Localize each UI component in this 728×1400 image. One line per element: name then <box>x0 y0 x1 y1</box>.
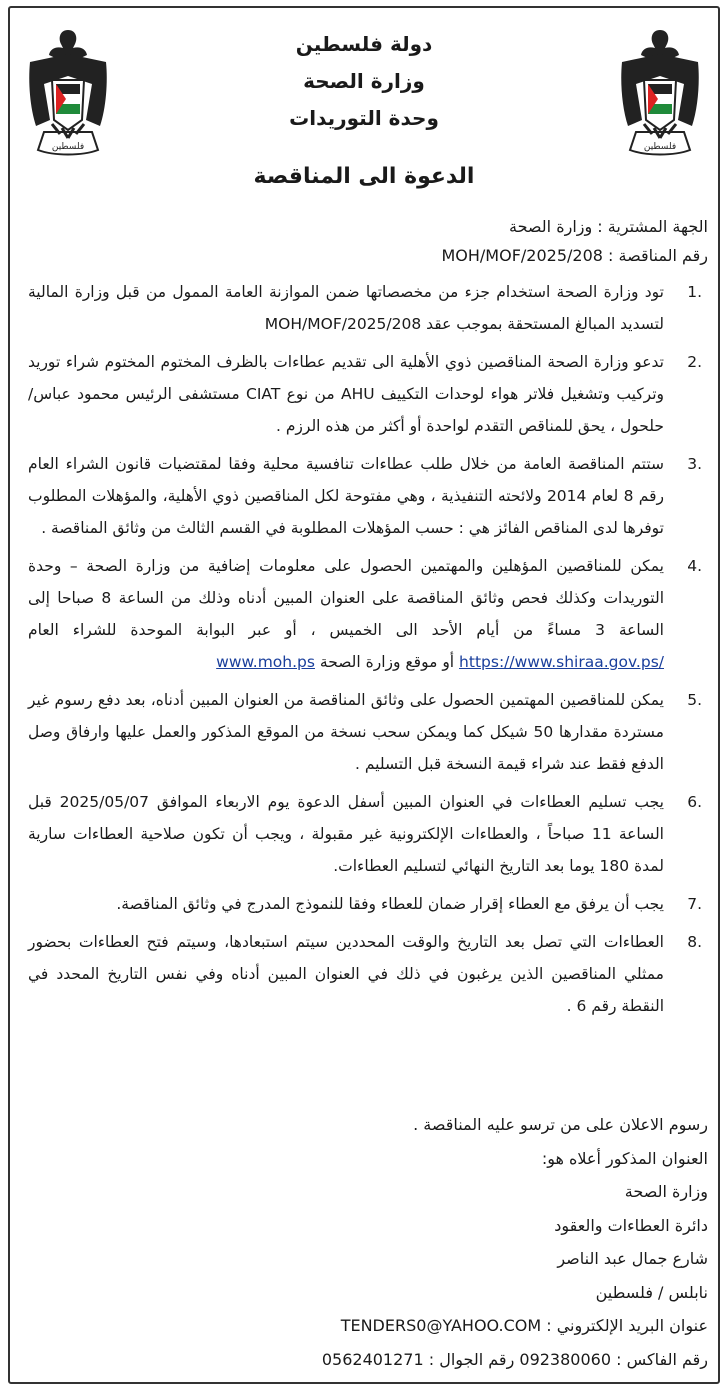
tender-number-value: MOH/MOF/2025/208 <box>441 246 603 265</box>
item-number: 7. <box>687 895 702 913</box>
tender-number-line <box>20 241 708 270</box>
item-text: يجب أن يرفق مع العطاء إقرار ضمان للعطاء وفقا للنموذج المدرج في وثائق المناقصة. <box>116 895 664 913</box>
address-line: دائرة العطاءات والعقود <box>554 1215 708 1235</box>
list-item <box>28 888 708 920</box>
page-title: الدعوة الى المناقصة <box>253 164 475 189</box>
list-item <box>28 276 708 340</box>
tender-announcement <box>8 6 720 1384</box>
svg-text:فلسطين: فلسطين <box>643 142 677 152</box>
fees-note: رسوم الاعلان على من ترسو عليه المناقصة . <box>413 1115 708 1134</box>
item-text: يمكن للمناقصين المؤهلين والمهتمين الحصول على معلومات إضافية من وزارة الصحة – وحدة التوريدات وكذلك فحص وثائق المناقصة على العنوان المبين أدناه وذلك من الساعة 8 صباحا إلى الساعة 3 مساءً من أيام الأحد الى الخميس ، أو عبر البوابة الموحدة للشراء العام <box>28 557 665 639</box>
palestine-eagle-emblem <box>614 24 706 164</box>
fax-label: رقم الفاكس : <box>611 1349 708 1369</box>
item-number: 5. <box>687 691 702 709</box>
tender-meta <box>20 212 708 270</box>
email-line <box>20 1309 708 1343</box>
purchaser-label: الجهة المشترية : <box>592 217 708 236</box>
address-label: العنوان المذكور أعلاه هو: <box>541 1148 708 1168</box>
item-text: يجب تسليم العطاءات في العنوان المبين أسفل الدعوة يوم الاربعاء الموافق 2025/05/07 قبل الساعة 11 صباحاً ، والعطاءات الإلكترونية غير مقبولة ، ويجب أن تكون صلاحية العطاءات سارية لمدة 180 يوما بعد التاريخ النهائي لتسليم العطاءات. <box>28 793 664 875</box>
mobile-number: 0562401271 <box>321 1349 424 1369</box>
tender-number-label: رقم المناقصة : <box>602 246 708 265</box>
list-item <box>28 684 708 780</box>
item-number: 6. <box>687 793 702 811</box>
list-item <box>28 448 708 544</box>
tender-clauses <box>28 276 708 1028</box>
item-text: ستتم المناقصة العامة من خلال طلب عطاءات تنافسية محلية وفقا لمقتضيات قانون الشراء العام رقم 8 لعام 2014 ولائحته التنفيذية ، وهي مفتوحة لكل المناقصين ذوي الأهلية، والمؤهلات المطلوب توفرها لدى المناقص الفائز هي : حسب المؤهلات المطلوبة في القسم الثالث من وثائق المناقصة . <box>28 455 665 537</box>
item-number: 8. <box>687 933 702 951</box>
unit-name: وحدة التوريدات <box>289 106 439 130</box>
item-text: تدعو وزارة الصحة المناقصين ذوي الأهلية الى تقديم عطاءات بالظرف المختوم المختوم شراء توريد وتركيب وتشغيل فلاتر هواء لوحدات التكييف AHU من نوع CIAT مستشفى الرئيس محمود عباس/ حلحول ، يحق للمناقص التقدم لواحدة أو أكثر من هذه الرزم . <box>28 353 665 435</box>
mobile-label: رقم الجوال : <box>423 1349 520 1369</box>
moh-website-link[interactable]: www.moh.ps <box>216 653 315 671</box>
ministry-name: وزارة الصحة <box>303 69 425 93</box>
item-number: 3. <box>687 455 702 473</box>
item-number: 4. <box>687 557 702 575</box>
list-item <box>28 346 708 442</box>
item-text: العطاءات التي تصل بعد التاريخ والوقت المحددين سيتم استبعادها، وسيتم فتح العطاءات بحضور ممثلي المناقصين الذين يرغبون في ذلك في العنوان المبين أدناه وفي نفس التاريخ المحدد في النقطة رقم 6 . <box>28 933 664 1015</box>
purchaser-value: وزارة الصحة <box>509 217 593 236</box>
address-line: نابلس / فلسطين <box>595 1282 708 1302</box>
item-text: تود وزارة الصحة استخدام جزء من مخصصاتها ضمن الموازنة العامة الممول من قبل وزارة المالية لتسديد المبالغ المستحقة بموجب عقد MOH/MOF/2025/208 <box>28 283 664 333</box>
list-item <box>28 550 708 678</box>
ministry-header <box>160 26 568 137</box>
list-item <box>28 926 708 1022</box>
shiraa-portal-link[interactable]: https://www.shiraa.gov.ps/ <box>459 653 664 671</box>
item-text: أو موقع وزارة الصحة <box>314 653 460 671</box>
phone-line <box>20 1343 708 1377</box>
list-item <box>28 786 708 882</box>
contact-footer <box>20 1108 708 1376</box>
svg-text:فلسطين: فلسطين <box>51 142 85 152</box>
item-number: 1. <box>687 283 702 301</box>
address-line: وزارة الصحة <box>624 1182 708 1201</box>
item-text: يمكن للمناقصين المهتمين الحصول على وثائق المناقصة من العنوان المبين أدناه، بعد دفع رسوم غير مستردة مقدارها 50 شيكل كما ويمكن سحب نسخة من الموقع المذكور والعمل عليها وارفاق وصل الدفع فقط عند شراء قيمة النسخة قبل التسليم . <box>28 691 664 773</box>
address-line: شارع جمال عبد الناصر <box>557 1249 708 1268</box>
purchaser-line <box>20 212 708 241</box>
email-label: عنوان البريد الإلكتروني : <box>541 1316 708 1335</box>
email-address[interactable]: TENDERS0@YAHOO.COM <box>340 1316 542 1335</box>
item-number: 2. <box>687 353 702 371</box>
palestine-eagle-emblem <box>22 24 114 164</box>
fax-number: 092380060 <box>519 1349 612 1369</box>
state-name: دولة فلسطين <box>295 32 433 56</box>
